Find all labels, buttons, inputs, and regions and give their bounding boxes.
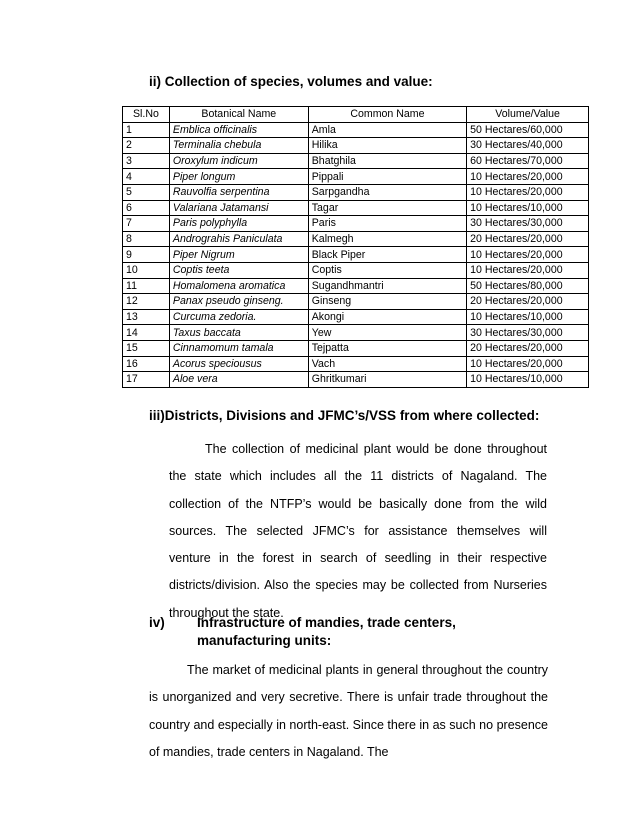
cell-botanical-name: Taxus baccata bbox=[169, 325, 308, 341]
cell-common-name: Tagar bbox=[308, 200, 466, 216]
cell-slno: 11 bbox=[123, 278, 170, 294]
cell-botanical-name: Rauvolfia serpentina bbox=[169, 184, 308, 200]
table-row bbox=[123, 372, 589, 388]
section-title: Infrastructure of mandies, trade centers, manufacturing units: bbox=[197, 615, 456, 648]
cell-volume-value: 30 Hectares/40,000 bbox=[467, 138, 589, 154]
districts-paragraph: The collection of medicinal plant would be done throughout the state which includes all the 11 districts of Nagaland. The collection of the NTFP’s would be basically done from the wild sources. The selected JFMC’s for assistance themselves will venture in the forest in search of seedling in their respective districts/division. Also the species may be collected from Nurseries throughout the state. bbox=[169, 442, 547, 620]
cell-common-name: Vach bbox=[308, 356, 466, 372]
section-heading-infrastructure bbox=[149, 614, 549, 650]
cell-botanical-name: Acorus speciousus bbox=[169, 356, 308, 372]
table-row bbox=[123, 216, 589, 232]
cell-volume-value: 30 Hectares/30,000 bbox=[467, 325, 589, 341]
table-row bbox=[123, 184, 589, 200]
table-row bbox=[123, 122, 589, 138]
cell-slno: 14 bbox=[123, 325, 170, 341]
section-number: iii) bbox=[149, 408, 165, 423]
cell-botanical-name: Piper longum bbox=[169, 169, 308, 185]
header-common-name: Common Name bbox=[308, 107, 466, 123]
cell-common-name: Sarpgandha bbox=[308, 184, 466, 200]
cell-botanical-name: Valariana Jatamansi bbox=[169, 200, 308, 216]
cell-slno: 9 bbox=[123, 247, 170, 263]
table-row bbox=[123, 247, 589, 263]
cell-common-name: Pippali bbox=[308, 169, 466, 185]
cell-slno: 17 bbox=[123, 372, 170, 388]
cell-common-name: Ghritkumari bbox=[308, 372, 466, 388]
cell-volume-value: 20 Hectares/20,000 bbox=[467, 231, 589, 247]
table-row bbox=[123, 169, 589, 185]
cell-common-name: Bhatghila bbox=[308, 153, 466, 169]
table-row bbox=[123, 356, 589, 372]
table-row bbox=[123, 325, 589, 341]
cell-botanical-name: Terminalia chebula bbox=[169, 138, 308, 154]
cell-slno: 2 bbox=[123, 138, 170, 154]
cell-botanical-name: Aloe vera bbox=[169, 372, 308, 388]
cell-botanical-name: Emblica officinalis bbox=[169, 122, 308, 138]
cell-botanical-name: Curcuma zedoria. bbox=[169, 309, 308, 325]
cell-botanical-name: Oroxylum indicum bbox=[169, 153, 308, 169]
cell-common-name: Akongi bbox=[308, 309, 466, 325]
cell-botanical-name: Panax pseudo ginseng. bbox=[169, 294, 308, 310]
cell-slno: 10 bbox=[123, 262, 170, 278]
cell-volume-value: 10 Hectares/20,000 bbox=[467, 169, 589, 185]
cell-common-name: Paris bbox=[308, 216, 466, 232]
cell-slno: 13 bbox=[123, 309, 170, 325]
cell-botanical-name: Coptis teeta bbox=[169, 262, 308, 278]
table-header-row bbox=[123, 107, 589, 123]
cell-volume-value: 30 Hectares/30,000 bbox=[467, 216, 589, 232]
table-row bbox=[123, 294, 589, 310]
section-number: iv) bbox=[149, 615, 165, 630]
cell-volume-value: 10 Hectares/10,000 bbox=[467, 372, 589, 388]
cell-volume-value: 10 Hectares/10,000 bbox=[467, 200, 589, 216]
cell-common-name: Sugandhmantri bbox=[308, 278, 466, 294]
cell-botanical-name: Cinnamomum tamala bbox=[169, 340, 308, 356]
section-title: Collection of species, volumes and value: bbox=[164, 74, 433, 89]
cell-slno: 16 bbox=[123, 356, 170, 372]
cell-volume-value: 10 Hectares/20,000 bbox=[467, 184, 589, 200]
section-title: Districts, Divisions and JFMC’s/VSS from where collected: bbox=[164, 408, 540, 423]
infrastructure-paragraph: The market of medicinal plants in general throughout the country is unorganized and very secretive. There is unfair trade throughout the country and especially in north-east. Since there in as such no presence of mandies, trade centers in Nagaland. The bbox=[149, 663, 548, 759]
cell-common-name: Amla bbox=[308, 122, 466, 138]
cell-botanical-name: Piper Nigrum bbox=[169, 247, 308, 263]
cell-slno: 4 bbox=[123, 169, 170, 185]
cell-common-name: Black Piper bbox=[308, 247, 466, 263]
cell-volume-value: 20 Hectares/20,000 bbox=[467, 340, 589, 356]
section-heading-districts bbox=[149, 407, 539, 425]
cell-common-name: Tejpatta bbox=[308, 340, 466, 356]
cell-slno: 8 bbox=[123, 231, 170, 247]
species-table bbox=[122, 106, 589, 388]
cell-volume-value: 10 Hectares/10,000 bbox=[467, 309, 589, 325]
table-row bbox=[123, 309, 589, 325]
cell-volume-value: 50 Hectares/80,000 bbox=[467, 278, 589, 294]
header-volume-value: Volume/Value bbox=[467, 107, 589, 123]
cell-volume-value: 20 Hectares/20,000 bbox=[467, 294, 589, 310]
table-row bbox=[123, 138, 589, 154]
cell-slno: 15 bbox=[123, 340, 170, 356]
table-row bbox=[123, 340, 589, 356]
cell-common-name: Ginseng bbox=[308, 294, 466, 310]
table-row bbox=[123, 200, 589, 216]
cell-botanical-name: Homalomena aromatica bbox=[169, 278, 308, 294]
cell-volume-value: 10 Hectares/20,000 bbox=[467, 247, 589, 263]
cell-common-name: Coptis bbox=[308, 262, 466, 278]
cell-volume-value: 10 Hectares/20,000 bbox=[467, 356, 589, 372]
cell-slno: 1 bbox=[123, 122, 170, 138]
cell-common-name: Yew bbox=[308, 325, 466, 341]
table-row bbox=[123, 278, 589, 294]
header-slno: Sl.No bbox=[123, 107, 170, 123]
cell-volume-value: 60 Hectares/70,000 bbox=[467, 153, 589, 169]
cell-volume-value: 50 Hectares/60,000 bbox=[467, 122, 589, 138]
cell-slno: 7 bbox=[123, 216, 170, 232]
table-row bbox=[123, 262, 589, 278]
section-heading-collection bbox=[149, 73, 433, 91]
cell-common-name: Kalmegh bbox=[308, 231, 466, 247]
cell-volume-value: 10 Hectares/20,000 bbox=[467, 262, 589, 278]
species-table-body bbox=[123, 122, 589, 387]
header-botanical-name: Botanical Name bbox=[169, 107, 308, 123]
cell-slno: 5 bbox=[123, 184, 170, 200]
cell-botanical-name: Andrograhis Paniculata bbox=[169, 231, 308, 247]
cell-botanical-name: Paris polyphylla bbox=[169, 216, 308, 232]
cell-slno: 3 bbox=[123, 153, 170, 169]
table-row bbox=[123, 153, 589, 169]
cell-slno: 6 bbox=[123, 200, 170, 216]
section-number: ii) bbox=[149, 74, 161, 89]
table-row bbox=[123, 231, 589, 247]
cell-common-name: Hilika bbox=[308, 138, 466, 154]
cell-slno: 12 bbox=[123, 294, 170, 310]
